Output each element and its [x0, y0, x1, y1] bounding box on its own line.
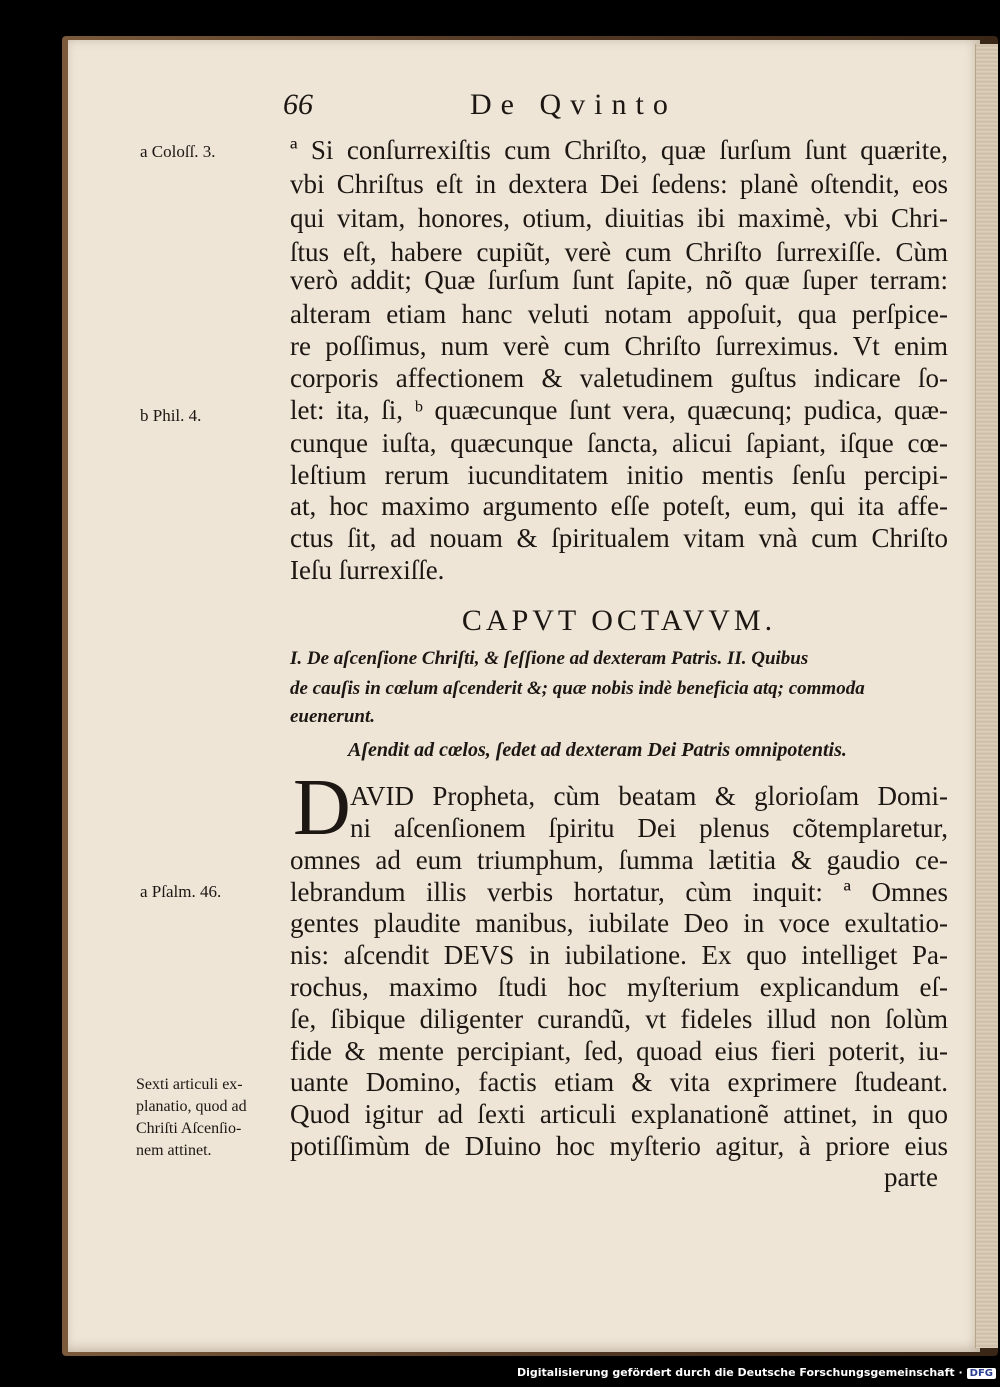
margin-note-line: planatio, quod ad	[136, 1098, 247, 1115]
text-line: qui vitam, honores, otium, diuitias ibi maximè, vbi Chri-	[290, 203, 948, 233]
text-line: omnes ad eum triumphum, ſumma lætitia & gaudio ce-	[290, 845, 948, 875]
margin-note-line: Sexti articuli ex-	[136, 1076, 243, 1093]
margin-note-line: Chriſti Aſcenſio-	[136, 1120, 242, 1137]
text-line: leſtium rerum iucunditatem initio mentis ſenſu percipi-	[290, 460, 948, 490]
text-line: alteram etiam hanc veluti notam appoſuit, qua perſpice-	[290, 299, 948, 329]
text-line: Quod igitur ad ſexti articuli explanationẽ attinet, in quo	[290, 1099, 948, 1129]
text-line: nis: aſcendit DEVS in iubilatione. Ex quo intelliget Pa-	[290, 940, 948, 970]
text-line: potiſſimùm de DIuino hoc myſterio agitur, à priore eius	[290, 1131, 948, 1161]
footer-text: Digitalisierung gefördert durch die Deutsche Forschungsgemeinschaft ·	[516, 1366, 963, 1379]
summary-line: de cauſis in cœlum aſcenderit &; quæ nobis indè beneficia atq; commoda	[290, 678, 865, 699]
text-line: ª Si conſurrexiſtis cum Chriſto, quæ ſurſum ſunt quærite,	[290, 135, 948, 165]
text-line: ni aſcenſionem ſpiritu Dei plenus cõtemplaretur,	[350, 813, 948, 843]
summary-line: I. De aſcenſione Chriſti, & ſeſſione ad dexteram Patris. II. Quibus	[290, 648, 809, 669]
running-title: De Qvinto	[470, 88, 677, 121]
text-line: let: ita, ſi, ᵇ quæcunque ſunt vera, quæcunq; pudica, quæ-	[290, 395, 948, 425]
margin-note-sixth-article	[136, 1074, 247, 1162]
text-line: corporis affectionem & valetudinem guſtus indicare ſo-	[290, 363, 948, 393]
text-line: ctus ſit, ad nouam & ſpiritualem vitam vnà cum Chriſto	[290, 523, 948, 553]
text-line: ſtus eſt, habere cupiũt, verè cum Chriſto ſurrexiſſe. Cùm	[290, 237, 948, 267]
margin-note-psalm: a Pſalm. 46.	[140, 882, 222, 901]
page-number: 66	[283, 88, 313, 121]
article-heading: Aſendit ad cœlos, ſedet ad dexteram Dei Patris omnipotentis.	[348, 739, 847, 761]
margin-note-colossians: a Coloſſ. 3.	[140, 142, 216, 161]
text-line: uante Domino, factis etiam & vita exprimere ſtudeant.	[290, 1067, 948, 1097]
margin-note-line: nem attinet.	[136, 1142, 212, 1159]
text-line: rochus, maximo ſtudi hoc myſterium explicandum eſ-	[290, 972, 948, 1002]
dfg-logo: DFG	[967, 1368, 996, 1379]
page-header	[0, 88, 1000, 128]
text-line: fide & mente percipiant, ſed, quoad eius fieri poterit, iu-	[290, 1036, 948, 1066]
catchword: parte	[884, 1162, 938, 1192]
text-line: AVID Propheta, cùm beatam & glorioſam Domi-	[350, 781, 948, 811]
drop-capital: D	[293, 764, 351, 852]
digitization-footer	[0, 1366, 996, 1379]
margin-note-philippians: b Phil. 4.	[140, 406, 202, 425]
text-line: Ieſu ſurrexiſſe.	[290, 555, 445, 585]
text-line: verò addit; Quæ ſurſum ſunt ſapite, nõ quæ ſuper terram:	[290, 265, 948, 295]
chapter-title: CAPVT OCTAVVM.	[461, 604, 777, 637]
page-fore-edge	[975, 44, 998, 1348]
summary-line: euenerunt.	[290, 706, 375, 727]
text-line: at, hoc maximo argumento eſſe poteſt, eum, qui ita affe-	[290, 491, 948, 521]
text-line: re poſſimus, num verè cum Chriſto ſurreximus. Vt enim	[290, 331, 948, 361]
text-line: vbi Chriſtus eſt in dextera Dei ſedens: planè oſtendit, eos	[290, 169, 948, 199]
text-line: gentes plaudite manibus, iubilate Deo in voce exultatio-	[290, 908, 948, 938]
text-line: lebrandum illis verbis hortatur, cùm inquit: ª Omnes	[290, 877, 948, 907]
text-line: cunque iuſta, quæcunque ſancta, alicui ſapiant, iſque cœ-	[290, 428, 948, 458]
text-line: ſe, ſibique diligenter curandũ, vt fideles illud non ſolùm	[290, 1004, 948, 1034]
